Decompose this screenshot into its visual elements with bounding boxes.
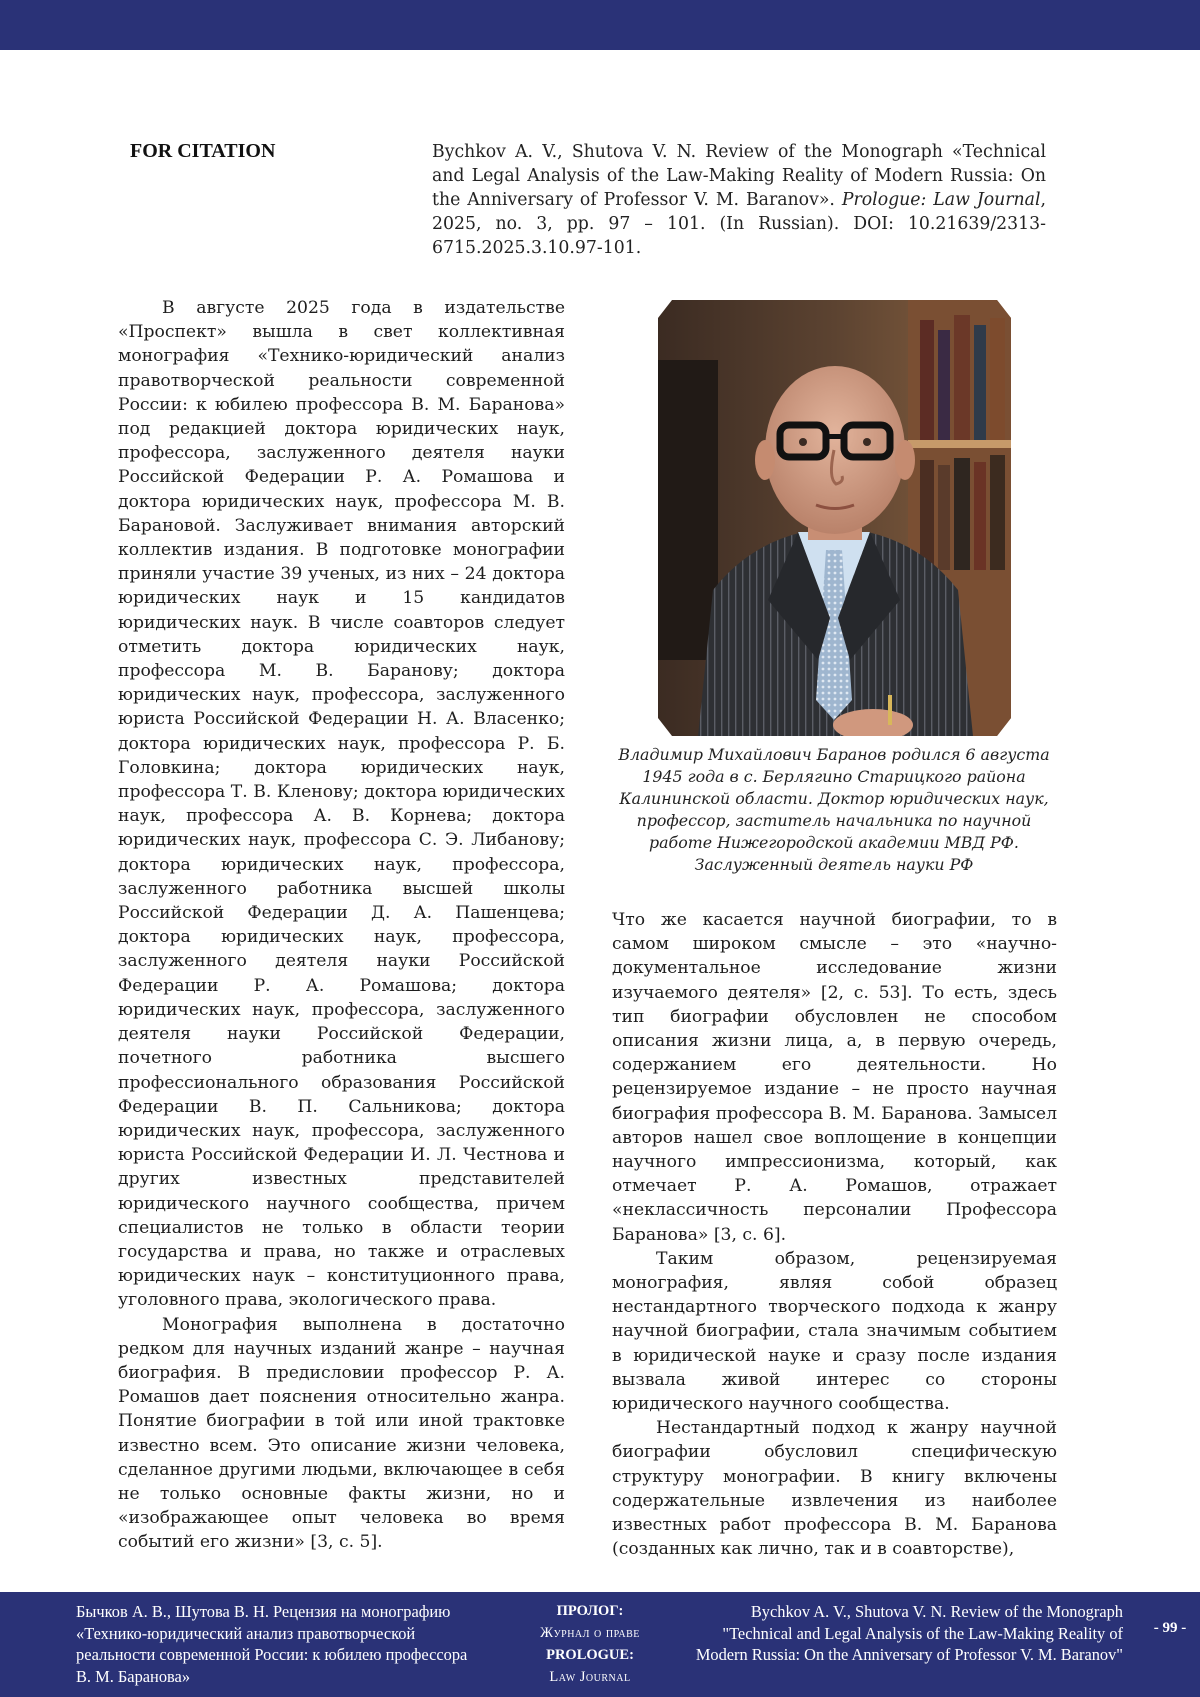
body-paragraph: Нестандартный подход к жанру научной биографии обусловил специфическую структуру монографии. В книгу включены содержательные извлечения из наиболее известных работ профессора В. М. Баранова (созданных как лично, так и в соавторстве),: [612, 1418, 1057, 1560]
citation-label: FOR CITATION: [130, 140, 276, 162]
page-number: - 99 -: [1153, 1620, 1187, 1636]
right-column: [612, 908, 1057, 1561]
footer-ru-citation: Бычков А. В., Шутова В. Н. Рецензия на монографию «Технико-юридический анализ правотворческой реальности современной России: к юбилею профессора В. М. Баранова»: [76, 1602, 468, 1686]
body-paragraph: В августе 2025 года в издательстве «Проспект» вышла в свет коллективная монография «Технико-юридический анализ правотворческой реальности современной России: к юбилею профессора В. М. Баранова» под редакцией доктора юридических наук, профессора, заслуженного деятеля науки Российской Федерации Р. А. Ромашова и доктора юридических наук, профессора М. В. Барановой. Заслуживает внимания авторский коллектив издания. В подготовке монографии приняли участие 39 ученых, из них – 24 доктора юридических наук и 15 кандидатов юридических наук. В числе соавторов следует отметить доктора юридических наук, профессора М. В. Баранову; доктора юридических наук, профессора, заслуженного юриста Российской Федерации Н. А. Власенко; доктора юридических наук, профессора Р. Б. Головкина; доктора юридических наук, профессора Т. В. Кленову; доктора юридических наук, профессора А. В. Корнева; доктора юридических наук, профессора С. Э. Либанову; доктора юридических наук, профессора, заслуженного работника высшей школы Российской Федерации Д. А. Пашенцева; доктора юридических наук, профессора, заслуженного деятеля науки Российской Федерации Р. А. Ромашова; доктора юридических наук, профессора, заслуженного деятеля науки Российской Федерации, почетного работника высшего профессионального образования Российской Федерации В. П. Сальникова; доктора юридических наук, профессора, заслуженного юриста Российской Федерации И. Л. Честнова и других известных представителей юридического научного сообщества, причем специалистов не только в области теории государства и права, но также и отраслевых юридических наук – конституционного права, уголовного права, экологического права.: [118, 298, 565, 1311]
footer-en-citation: Bychkov A. V., Shutova V. N. Review of the Monograph "Technical and Legal Analysis of the Law-Making Reality of Modern Russia: On the Anniversary of Professor V. M. Baranov": [695, 1602, 1123, 1664]
footer-journal-title: [495, 1600, 685, 1688]
citation-journal: Prologue: Law Journal: [841, 190, 1041, 210]
portrait-photo: [658, 300, 1011, 736]
header-band: [0, 0, 1200, 50]
photo-caption: Владимир Михайлович Баранов родился 6 августа 1945 года в с. Берлягино Старицкого района Калининской области. Доктор юридических наук, профессор, заститель начальника по научной работе Нижегородской академии МВД РФ. Заслуженный деятель науки РФ: [618, 745, 1050, 874]
body-paragraph: Таким образом, рецензируемая монография, являя собой образец нестандартного творческого подхода к жанру научной биографии, стала значимым событием в юридической науке и сразу после издания вызвала живой интерес со стороны юридического научного сообщества.: [612, 1248, 1057, 1415]
journal-en-subtitle: Law Journal: [549, 1669, 631, 1685]
citation-details: , 2025, no. 3, pp. 97 – 101. (In Russian). DOI: 10.21639/2313-6715.2025.3.10.97-101.: [432, 190, 1046, 258]
body-paragraph: Что же касается научной биографии, то в самом широком смысле – это «научно-документальное исследование жизни изучаемого деятеля» [2, с. 53]. То есть, здесь тип биографии обусловлен не способом описания жизни лица, а, в первую очередь, содержанием его деятельности. Но рецензируемое издание – не просто научная биография профессора В. М. Баранова. Замысел авторов нашел свое воплощение в концепции научного импрессионизма, который, как отмечает Р. А. Ромашов, отражает «неклассичность персоналии Профессора Баранова» [3, с. 6].: [612, 910, 1057, 1245]
journal-en-title: PROLOGUE:: [546, 1647, 634, 1663]
citation-authors-title: Bychkov A. V., Shutova V. N. Review of the Monograph «Technical and Legal Analysis of the Law-Making Reality of Modern Russia: On the Anniversary of Professor V. M. Baranov».: [432, 142, 1046, 210]
journal-ru-subtitle: Журнал о праве: [540, 1625, 640, 1641]
left-column: [118, 296, 565, 1555]
citation-text: [432, 140, 1046, 260]
body-paragraph: Монография выполнена в достаточно редком для научных изданий жанре – научная биография. В предисловии профессор Р. А. Ромашов дает пояснения относительно жанра. Понятие биографии в той или иной трактовке известно всем. Это описание жизни человека, сделанное другими людьми, включающее в себя не только основные факты жизни, но и «изображающее опыт человека во время событий его жизни» [3, с. 5].: [118, 1314, 565, 1553]
journal-ru-title: ПРОЛОГ:: [556, 1603, 624, 1619]
footer-band: [0, 1592, 1200, 1697]
